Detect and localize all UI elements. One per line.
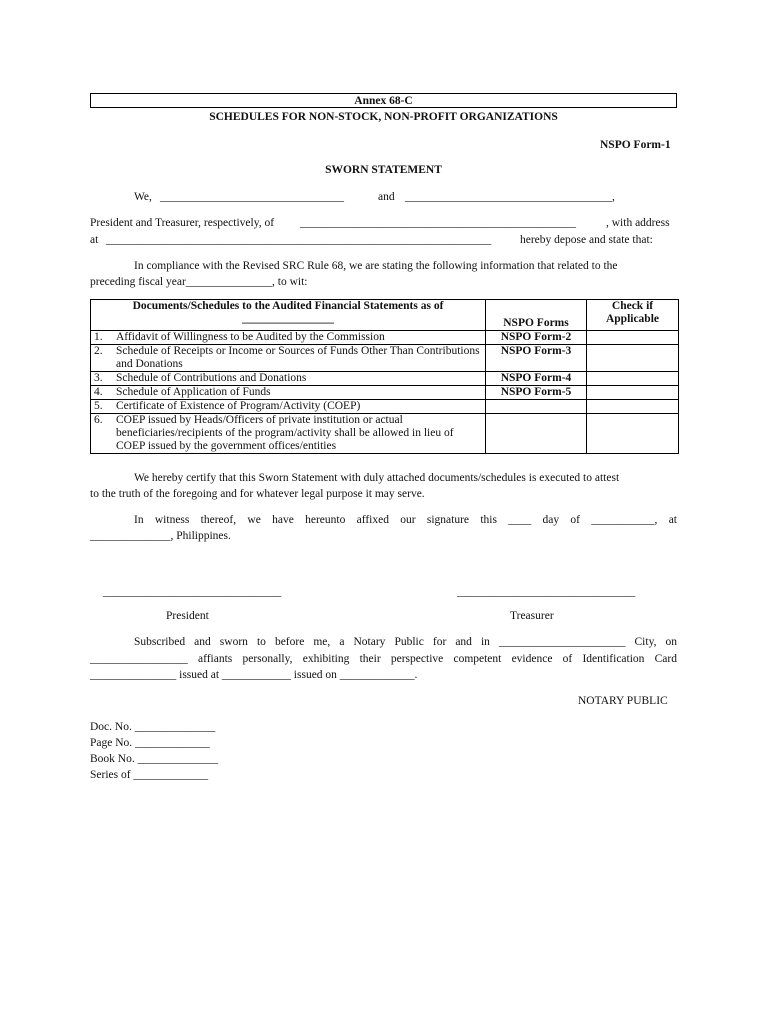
series-of-field: Series of _____________ (90, 769, 209, 781)
book-no-field: Book No. ______________ (90, 753, 219, 765)
certify-line-1: We hereby certify that this Sworn Statement with duly attached documents/schedules is executed to attest (134, 472, 620, 484)
document-cell (91, 414, 486, 454)
document-text: Certificate of Existence of Program/Activity (COEP) (116, 400, 361, 412)
and-word: and (378, 191, 395, 203)
address-blank: ___________________________________________________________________ (106, 234, 492, 246)
document-text: Schedule of Application of Funds (116, 386, 271, 398)
treasurer-label: Treasurer (510, 610, 554, 622)
witness-line-1: In witness thereof, we have hereunto affixed our signature this ____ day of ___________, at (134, 514, 677, 526)
form-cell: NSPO Form-2 (486, 331, 587, 345)
document-text: Schedule of Receipts or Income or Sources of Funds Other Than Contributions and Donations (116, 345, 480, 370)
check-cell[interactable] (587, 372, 679, 386)
document-title: SCHEDULES FOR NON-STOCK, NON-PROFIT ORGANIZATIONS (209, 111, 558, 123)
annex-label: Annex 68-C (354, 95, 413, 107)
depose-text: hereby depose and state that: (520, 234, 653, 246)
documents-column-header (91, 300, 486, 331)
document-cell (91, 331, 486, 345)
form-cell: NSPO Form-3 (486, 345, 587, 372)
check-cell[interactable] (587, 345, 679, 372)
form-number: NSPO Form-1 (600, 139, 671, 151)
row-number: 4. (94, 386, 103, 398)
we-prefix: We, (134, 191, 152, 203)
address-suffix: , with address (606, 217, 670, 229)
witness-line-2: ______________, Philippines. (90, 530, 231, 542)
notary-public-label: NOTARY PUBLIC (578, 695, 668, 707)
documents-header-line-1: Documents/Schedules to the Audited Financial Statements as of (132, 300, 444, 312)
document-cell (91, 345, 486, 372)
row-number: 2. (94, 345, 103, 357)
president-signature-line: _______________________________ (103, 586, 282, 598)
table-row (91, 345, 679, 372)
table-row (91, 386, 679, 400)
notary-line-2: _________________ affiants personally, exhibiting their perspective competent evidence of Identification Card (90, 653, 677, 665)
document-text: COEP issued by Heads/Officers of private institution or actual beneficiaries/recipients of the program/activity shall be allowed in lieu of COEP issued by the government offices/entities (116, 414, 454, 452)
check-cell[interactable] (587, 331, 679, 345)
treasurer-signature-line: _______________________________ (457, 586, 636, 598)
treasurer-name-blank: ____________________________________, (405, 191, 615, 203)
document-cell (91, 386, 486, 400)
check-cell[interactable] (587, 386, 679, 400)
document-cell (91, 400, 486, 414)
as-of-date-blank: ________________ (242, 313, 334, 325)
organization-prefix: President and Treasurer, respectively, of (90, 217, 275, 229)
form-cell (486, 400, 587, 414)
doc-no-field: Doc. No. ______________ (90, 721, 216, 733)
form-cell: NSPO Form-5 (486, 386, 587, 400)
document-text: Affidavit of Willingness to be Audited by the Commission (116, 331, 385, 343)
document-cell (91, 372, 486, 386)
table-row (91, 400, 679, 414)
row-number: 1. (94, 331, 103, 343)
notary-line-1: Subscribed and sworn to before me, a Notary Public for and in ______________________ City, on (134, 636, 677, 648)
nspo-forms-column-header: NSPO Forms (486, 300, 587, 331)
row-number: 6. (94, 414, 103, 426)
address-prefix: at (90, 234, 99, 246)
applicable-label: Applicable (605, 313, 660, 325)
table-row (91, 414, 679, 454)
form-cell (486, 414, 587, 454)
table-header-row (91, 300, 679, 331)
compliance-line-2: preceding fiscal year_______________, to wit: (90, 276, 308, 288)
compliance-line-1: In compliance with the Revised SRC Rule 68, we are stating the following information that related to the (134, 260, 618, 272)
president-name-blank: ________________________________ (160, 191, 344, 203)
notary-line-3: _______________ issued at ____________ issued on _____________. (90, 669, 418, 681)
documents-table (90, 299, 679, 454)
statement-title: SWORN STATEMENT (325, 164, 442, 176)
row-number: 5. (94, 400, 103, 412)
table-row (91, 372, 679, 386)
page-no-field: Page No. _____________ (90, 737, 210, 749)
check-applicable-column-header (587, 300, 679, 331)
organization-blank: ________________________________________________ (300, 217, 576, 229)
form-cell: NSPO Form-4 (486, 372, 587, 386)
check-cell[interactable] (587, 414, 679, 454)
table-row (91, 331, 679, 345)
certify-line-2: to the truth of the foregoing and for whatever legal purpose it may serve. (90, 488, 425, 500)
president-label: President (166, 610, 209, 622)
row-number: 3. (94, 372, 103, 384)
check-if-label: Check if (611, 300, 654, 312)
check-cell[interactable] (587, 400, 679, 414)
document-text: Schedule of Contributions and Donations (116, 372, 307, 384)
